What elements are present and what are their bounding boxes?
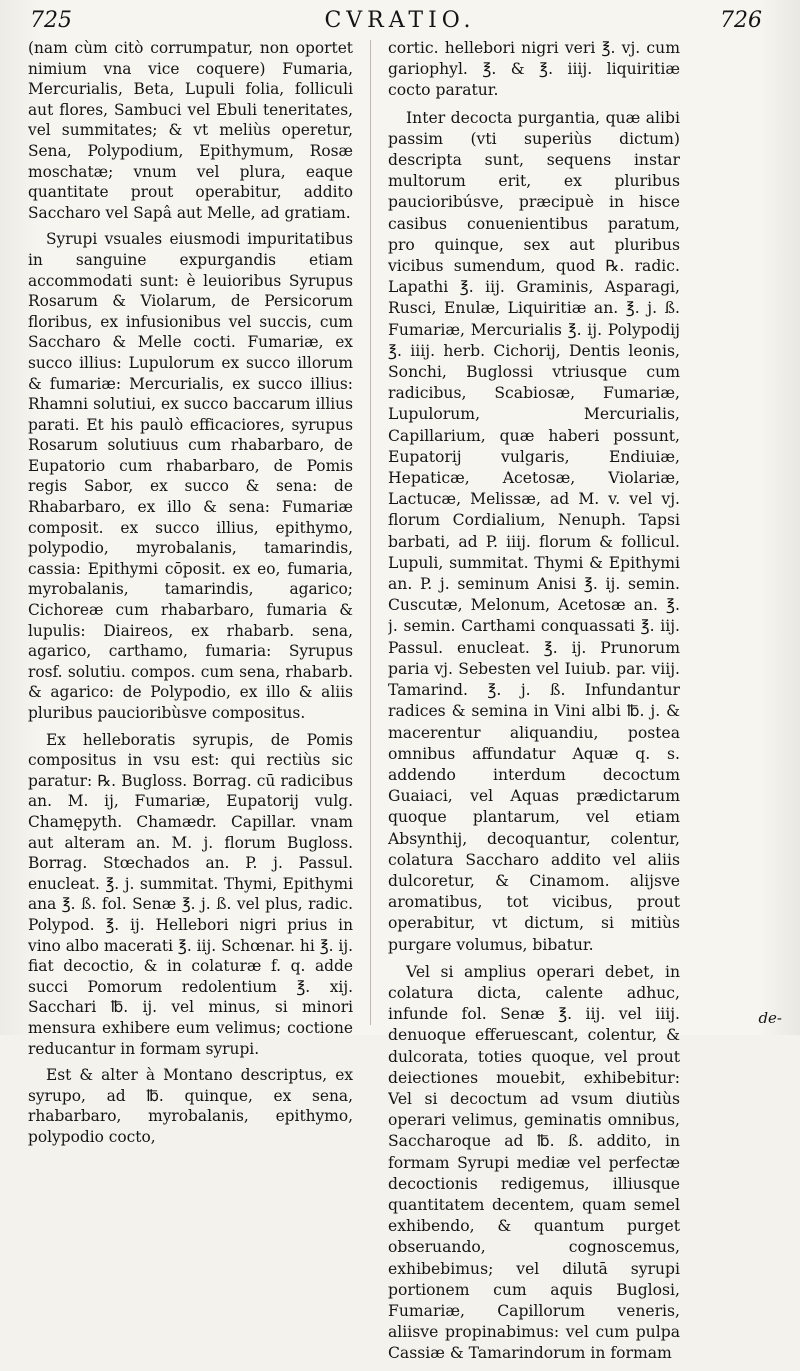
left-paragraph-3: Ex helleboratis syrupis, de Pomis compositus in vsu est: qui rectiùs sic paratur: ℞. Bugloss. Borrag. cū radicibus an. M. ij, Fumariæ, Eupatorij vulg. Chamępyth. Chamædr. Capillar. vnam aut alteram an. M. j. florum Bugloss. Borrag. Stœchados an. P. j. Passul. enucleat. ℥. j. summitat. Thymi, Epithymi ana ℥. ß. fol. Senæ ℥. j. ß. vel plus, radic. Polypod. ℥. ij. Hellebori nigri prius in vino albo macerati ℥. iij. Schœnar. hi ℥. ij. fiat decoctio, & in colaturæ f. q. adde succi Pomorum redolentium ℥. xij. Sacchari ℔. ij. vel minus, si minori mensura exhibere eum velimus; coctione reducantur in formam syrupi. bbox=[28, 730, 353, 1058]
left-paragraph-4: Est & alter à Montano descriptus, ex syrupo, ad ℔. quinque, ex sena, rhabarbaro, myrobalanis, epithymo, polypodio cocto, bbox=[28, 1066, 353, 1146]
column-divider bbox=[370, 40, 371, 1025]
running-head: CVRATIO. bbox=[324, 8, 476, 33]
page-number-right: 726 bbox=[720, 8, 762, 33]
right-paragraph-2: Inter decocta purgantia, quæ alibi passim (vti superiùs dictum) descripta sunt, sequens instar multorum erit, ex pluribus paucioribúsve, præcipuè in hisce casibus conuenientibus paratum, pro quinque, sex aut pluribus vicibus sumendum, quod ℞. radic. Lapathi ℥. iij. Graminis, Asparagi, Rusci, Enulæ, Liquiritiæ an. ℥. j. ß. Fumariæ, Mercurialis ℥. ij. Polypodij ℥. iiij. herb. Cichorij, Dentis leonis, Sonchi, Buglossi vtriusque cum radicibus, Scabiosæ, Fumariæ, Lupulorum, Mercurialis, Capillarium, quæ haberi possunt, Eupatorij vulgaris, Endiuiæ, Hepaticæ, Acetosæ, Violariæ, Lactucæ, Melissæ, ad M. v. vel vj. florum Cordialium, Nenuph. Tapsi barbati, ad P. iiij. florum & follicul. Lupuli, summitat. Thymi & Epithymi an. P. j. seminum Anisi ℥. ij. semin. Cuscutæ, Melonum, Acetosæ an. ℥. j. semin. Carthami conquassati ℥. iij. Passul. enucleat. ℥. ij. Prunorum paria vj. Sebesten vel Iuiub. par. viij. Tamarind. ℥. j. ß. Infundantur radices & semina in Vini albi ℔. j. & macerentur aliquandiu, postea omnibus affundatur Aquæ q. s. addendo interdum decoctum Guaiaci, vel Aquas prædictarum quoque plantarum, vel etiam Absynthij, decoquantur, colentur, colatura Saccharo addito vel aliis dulcoretur, & Cinamom. alijsve aromatibus, tot vicibus, prout operabitur, vt dictum, si mitiùs purgare volumus, bibatur. bbox=[388, 108, 680, 954]
right-paragraph-1: cortic. hellebori nigri veri ℥. vj. cum gariophyl. ℥. & ℥. iiij. liquiritiæ cocto paratur. bbox=[388, 39, 680, 100]
left-column bbox=[28, 38, 353, 1153]
page-number-left: 725 bbox=[30, 8, 72, 33]
left-paragraph-1: (nam cùm citò corrumpatur, non oportet nimium vna vice coquere) Fumaria, Mercurialis, Beta, Lupuli folia, folliculi aut flores, Sambuci vel Ebuli teneritates, vel summitates; & vt meliùs operetur, Sena, Polypodium, Epithymum, Rosæ moschatæ; vnum vel plura, eaque quantitate prout operabitur, addito Saccharo vel Sapâ aut Melle, ad gratiam. bbox=[28, 39, 353, 222]
page-header bbox=[0, 6, 800, 36]
catchword: de- bbox=[758, 1009, 782, 1027]
right-paragraph-3: Vel si amplius operari debet, in colatura dicta, calente adhuc, infunde fol. Senæ ℥. iij. vel iiij. denuoque efferuescant, colentur, & dulcorata, toties quoque, vel prout deiectiones mouebit, exhibebitur: Vel si decoctum ad vsum diutiùs operari velimus, geminatis omnibus, Saccharoque ad ℔. ß. addito, in formam Syrupi mediæ vel perfectæ decoctionis redigemus, illiusque quantitatem decentem, quam semel exhibendo, & quantum purget obseruando, cognoscemus, exhibebimus; vel dilutā syrupi portionem cum aquis Buglosi, Fumariæ, Capillorum veneris, aliisve propinabimus: vel cum pulpa Cassiæ & Tamarindorum in formam bbox=[388, 962, 680, 1363]
right-column bbox=[388, 38, 680, 1371]
left-paragraph-2: Syrupi vsuales eiusmodi impuritatibus in sanguine expurgandis etiam accommodati sunt: è leuioribus Syrupus Rosarum & Violarum, de Persicorum floribus, ex infusionibus vel succis, cum Saccharo & Melle cocti. Fumariæ, ex succo illius: Lupulorum ex succo illorum & fumariæ: Mercurialis, ex succo illius: Rhamni solutiui, ex succo baccarum illius parati. Et his paulò efficaciores, syrupus Rosarum solutiuus cum rhabarbaro, de Eupatorio cum rhabarbaro, de Pomis regis Sabor, ex succo & sena: de Rhabarbaro, ex illo & sena: Fumariæ composit. ex succo illius, epithymo, polypodio, myrobalanis, tamarindis, cassia: Epithymi cōposit. ex eo, fumaria, myrobalanis, tamarindis, agarico; Cichoreæ cum rhabarbaro, fumaria & lupulis: Diaireos, ex rhabarb. sena, agarico, carthamo, fumaria: Syrupus rosf. solutiu. compos. cum sena, rhabarb. & agarico: de Polypodio, ex illo & aliis pluribus paucioribùsve compositus. bbox=[28, 230, 353, 722]
